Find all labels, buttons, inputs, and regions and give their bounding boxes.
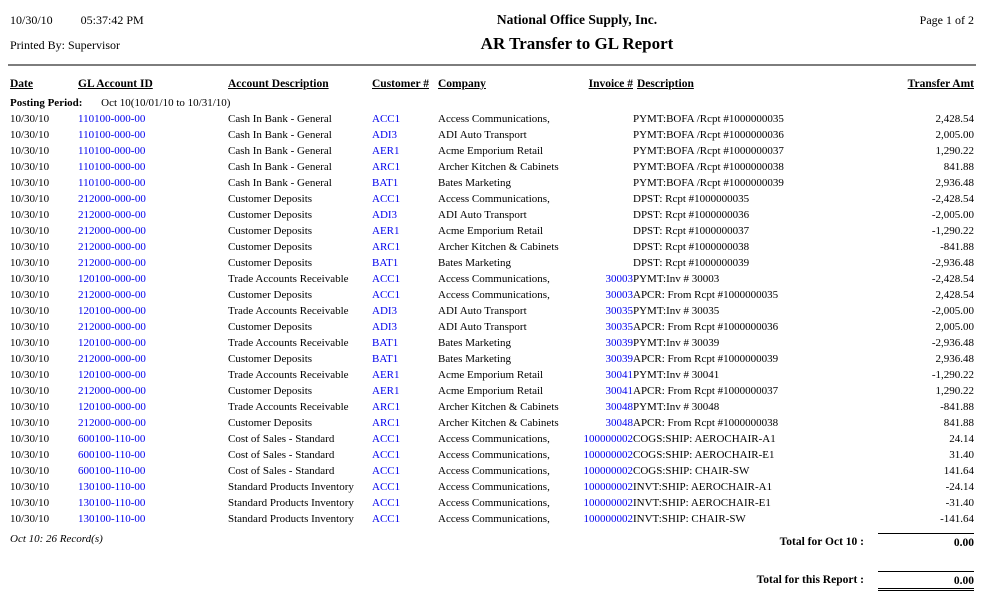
cell-transfer-amt: -141.64 [940, 513, 974, 525]
cell-customer-number[interactable]: ACC1 [372, 113, 401, 125]
print-datetime [10, 13, 300, 28]
cell-company: Bates Marketing [438, 337, 512, 349]
cell-transfer-amt: -841.88 [940, 401, 974, 413]
cell-account-description: Customer Deposits [228, 209, 313, 221]
cell-gl-account-id[interactable]: 212000-000-00 [78, 241, 146, 253]
cell-company: Archer Kitchen & Cabinets [438, 417, 559, 429]
cell-transfer-amt: 24.14 [949, 433, 974, 445]
report-total-row [10, 571, 974, 591]
cell-company: Access Communications, [438, 273, 550, 285]
table-row [10, 415, 974, 431]
cell-invoice-number[interactable] [580, 127, 633, 143]
cell-date: 10/30/10 [10, 193, 50, 205]
cell-transfer-amt: 1,290.22 [935, 145, 974, 157]
cell-transfer-amt: 2,005.00 [935, 321, 974, 333]
cell-company: Acme Emporium Retail [438, 385, 544, 397]
table-row [10, 111, 974, 127]
cell-gl-account-id[interactable]: 212000-000-00 [78, 321, 146, 333]
cell-transfer-amt: 1,290.22 [935, 385, 974, 397]
cell-invoice-number[interactable]: 100000002 [583, 497, 633, 509]
cell-customer-number[interactable]: ACC1 [372, 433, 401, 445]
table-row [10, 255, 974, 271]
table-row [10, 207, 974, 223]
table-row [10, 495, 974, 511]
cell-company: Access Communications, [438, 289, 550, 301]
cell-date: 10/30/10 [10, 513, 50, 525]
cell-company: Acme Emporium Retail [438, 145, 544, 157]
cell-company: ADI Auto Transport [438, 305, 527, 317]
cell-customer-number[interactable]: ARC1 [372, 241, 401, 253]
cell-gl-account-id[interactable]: 120100-000-00 [78, 337, 146, 349]
table-header-row [10, 78, 974, 96]
cell-transfer-amt: -2,936.48 [931, 337, 974, 349]
cell-account-description: Trade Accounts Receivable [228, 369, 349, 381]
cell-date: 10/30/10 [10, 305, 50, 317]
posting-period-label: Posting Period: [10, 97, 83, 109]
cell-account-description: Cost of Sales - Standard [228, 449, 335, 461]
print-time: 05:37:42 PM [80, 13, 144, 27]
col-header-gl-account-id: GL Account ID [78, 78, 153, 90]
cell-description: COGS:SHIP: AEROCHAIR-E1 [633, 449, 775, 461]
company-name: National Office Supply, Inc. [496, 12, 658, 27]
cell-account-description: Customer Deposits [228, 353, 313, 365]
cell-invoice-number[interactable]: 30048 [605, 401, 633, 413]
cell-gl-account-id[interactable]: 120100-000-00 [78, 369, 146, 381]
cell-company: Bates Marketing [438, 353, 512, 365]
cell-customer-number[interactable]: BAT1 [372, 337, 399, 349]
cell-transfer-amt: -1,290.22 [931, 369, 974, 381]
cell-account-description: Customer Deposits [228, 241, 313, 253]
cell-invoice-number[interactable] [580, 111, 633, 127]
cell-date: 10/30/10 [10, 417, 50, 429]
cell-invoice-number[interactable]: 30003 [605, 289, 633, 301]
cell-gl-account-id[interactable]: 130100-110-00 [78, 497, 146, 509]
table-row [10, 431, 974, 447]
table-row [10, 319, 974, 335]
table-row [10, 303, 974, 319]
table-body [10, 96, 974, 527]
table-row [10, 479, 974, 495]
cell-invoice-number[interactable]: 100000002 [583, 465, 633, 477]
cell-gl-account-id[interactable]: 120100-000-00 [78, 305, 146, 317]
cell-account-description: Cash In Bank - General [228, 161, 332, 173]
cell-description: PYMT:BOFA /Rcpt #1000000038 [633, 161, 784, 173]
cell-invoice-number[interactable]: 100000002 [583, 433, 633, 445]
cell-company: Access Communications, [438, 449, 550, 461]
cell-transfer-amt: -24.14 [945, 481, 974, 493]
table-row [10, 447, 974, 463]
cell-description: INVT:SHIP: CHAIR-SW [633, 513, 746, 525]
cell-company: Archer Kitchen & Cabinets [438, 161, 559, 173]
report-total-group [757, 571, 974, 591]
col-header-description: Description [637, 78, 694, 90]
cell-invoice-number[interactable] [580, 191, 633, 207]
table-row [10, 191, 974, 207]
cell-invoice-number[interactable]: 100000002 [583, 513, 633, 525]
cell-date: 10/30/10 [10, 433, 50, 445]
period-total-value: 0.00 [878, 533, 974, 549]
cell-invoice-number[interactable] [580, 207, 633, 223]
cell-date: 10/30/10 [10, 401, 50, 413]
cell-customer-number[interactable]: BAT1 [372, 353, 399, 365]
cell-gl-account-id[interactable]: 130100-110-00 [78, 481, 146, 493]
cell-invoice-number[interactable] [580, 223, 633, 239]
cell-gl-account-id[interactable]: 110100-000-00 [78, 113, 146, 125]
col-header-account-description: Account Description [228, 78, 329, 90]
cell-company: ADI Auto Transport [438, 321, 527, 333]
cell-customer-number[interactable]: ACC1 [372, 289, 401, 301]
cell-invoice-number[interactable]: 30035 [605, 305, 633, 317]
col-header-customer: Customer # [372, 78, 429, 90]
cell-account-description: Cash In Bank - General [228, 129, 332, 141]
cell-customer-number[interactable]: AER1 [372, 385, 400, 397]
cell-account-description: Standard Products Inventory [228, 481, 354, 493]
cell-customer-number[interactable]: AER1 [372, 369, 400, 381]
cell-date: 10/30/10 [10, 321, 50, 333]
col-header-company: Company [438, 78, 486, 90]
cell-description: PYMT:Inv # 30039 [633, 337, 720, 349]
cell-transfer-amt: 2,936.48 [935, 177, 974, 189]
cell-account-description: Cash In Bank - General [228, 145, 332, 157]
cell-account-description: Customer Deposits [228, 385, 313, 397]
cell-date: 10/30/10 [10, 481, 50, 493]
posting-period-value: Oct 10(10/01/10 to 10/31/10) [101, 97, 231, 109]
col-header-transfer-amt: Transfer Amt [907, 78, 974, 90]
table-row [10, 127, 974, 143]
cell-gl-account-id[interactable]: 600100-110-00 [78, 433, 146, 445]
cell-invoice-number[interactable]: 30048 [605, 417, 633, 429]
header-divider [8, 64, 976, 66]
cell-company: Access Communications, [438, 193, 550, 205]
cell-gl-account-id[interactable]: 212000-000-00 [78, 225, 146, 237]
cell-company: Access Communications, [438, 113, 550, 125]
cell-invoice-number[interactable]: 30035 [605, 321, 633, 333]
cell-description: APCR: From Rcpt #1000000036 [633, 321, 779, 333]
cell-customer-number[interactable]: AER1 [372, 145, 400, 157]
cell-account-description: Standard Products Inventory [228, 513, 354, 525]
cell-invoice-number[interactable] [580, 159, 633, 175]
cell-invoice-number[interactable]: 30041 [605, 369, 633, 381]
cell-account-description: Standard Products Inventory [228, 497, 354, 509]
cell-description: PYMT:Inv # 30003 [633, 273, 720, 285]
cell-customer-number[interactable]: BAT1 [372, 177, 399, 189]
cell-account-description: Cost of Sales - Standard [228, 465, 335, 477]
cell-transfer-amt: -2,428.54 [931, 193, 974, 205]
table-row [10, 143, 974, 159]
table-row [10, 367, 974, 383]
cell-transfer-amt: -2,005.00 [931, 209, 974, 221]
cell-gl-account-id[interactable]: 212000-000-00 [78, 353, 146, 365]
cell-account-description: Customer Deposits [228, 321, 313, 333]
cell-transfer-amt: 2,428.54 [935, 113, 974, 125]
cell-account-description: Trade Accounts Receivable [228, 305, 349, 317]
cell-invoice-number[interactable]: 30003 [605, 273, 633, 285]
cell-customer-number[interactable]: ARC1 [372, 401, 401, 413]
cell-gl-account-id[interactable]: 212000-000-00 [78, 257, 146, 269]
table-row [10, 351, 974, 367]
cell-company: Access Communications, [438, 481, 550, 493]
cell-account-description: Customer Deposits [228, 225, 313, 237]
cell-invoice-number[interactable] [580, 143, 633, 159]
cell-customer-number[interactable]: AER1 [372, 225, 400, 237]
cell-account-description: Customer Deposits [228, 289, 313, 301]
cell-customer-number[interactable]: ADI3 [372, 321, 398, 333]
report-header-row2 [10, 34, 974, 54]
cell-date: 10/30/10 [10, 257, 50, 269]
cell-customer-number[interactable]: BAT1 [372, 257, 399, 269]
cell-account-description: Customer Deposits [228, 257, 313, 269]
cell-description: DPST: Rcpt #1000000036 [633, 209, 750, 221]
cell-company: Access Communications, [438, 465, 550, 477]
cell-company: Bates Marketing [438, 257, 512, 269]
cell-description: APCR: From Rcpt #1000000037 [633, 385, 779, 397]
cell-invoice-number[interactable] [580, 255, 633, 271]
cell-description: APCR: From Rcpt #1000000039 [633, 353, 779, 365]
cell-invoice-number[interactable]: 30039 [605, 353, 633, 365]
posting-period-row [10, 96, 974, 111]
cell-description: DPST: Rcpt #1000000039 [633, 257, 750, 269]
period-total-label: Total for Oct 10 : [779, 536, 864, 548]
cell-transfer-amt: -841.88 [940, 241, 974, 253]
cell-customer-number[interactable]: ACC1 [372, 497, 401, 509]
cell-company: Acme Emporium Retail [438, 369, 544, 381]
cell-customer-number[interactable]: ACC1 [372, 273, 401, 285]
cell-date: 10/30/10 [10, 177, 50, 189]
cell-company: Access Communications, [438, 513, 550, 525]
table-row [10, 511, 974, 527]
table-row [10, 239, 974, 255]
cell-gl-account-id[interactable]: 212000-000-00 [78, 417, 146, 429]
report-total-value: 0.00 [878, 571, 974, 591]
cell-account-description: Customer Deposits [228, 193, 313, 205]
cell-description: PYMT:Inv # 30048 [633, 401, 720, 413]
cell-date: 10/30/10 [10, 145, 50, 157]
cell-company: Archer Kitchen & Cabinets [438, 401, 559, 413]
cell-transfer-amt: 2,005.00 [935, 129, 974, 141]
table-row [10, 175, 974, 191]
cell-description: PYMT:BOFA /Rcpt #1000000039 [633, 177, 784, 189]
cell-description: COGS:SHIP: AEROCHAIR-A1 [633, 433, 776, 445]
cell-description: PYMT:BOFA /Rcpt #1000000035 [633, 113, 784, 125]
cell-date: 10/30/10 [10, 161, 50, 173]
cell-gl-account-id[interactable]: 120100-000-00 [78, 273, 146, 285]
table-row [10, 463, 974, 479]
cell-company: ADI Auto Transport [438, 129, 527, 141]
cell-description: PYMT:BOFA /Rcpt #1000000037 [633, 145, 784, 157]
cell-description: APCR: From Rcpt #1000000038 [633, 417, 779, 429]
report-title: AR Transfer to GL Report [480, 34, 674, 53]
cell-description: DPST: Rcpt #1000000037 [633, 225, 750, 237]
cell-customer-number[interactable]: ACC1 [372, 449, 401, 461]
cell-gl-account-id[interactable]: 130100-110-00 [78, 513, 146, 525]
cell-account-description: Trade Accounts Receivable [228, 401, 349, 413]
cell-company: Access Communications, [438, 433, 550, 445]
cell-date: 10/30/10 [10, 337, 50, 349]
cell-date: 10/30/10 [10, 369, 50, 381]
cell-account-description: Cash In Bank - General [228, 177, 332, 189]
cell-account-description: Cost of Sales - Standard [228, 433, 335, 445]
table-row [10, 287, 974, 303]
cell-account-description: Cash In Bank - General [228, 113, 332, 125]
table-row [10, 383, 974, 399]
cell-invoice-number[interactable] [580, 175, 633, 191]
cell-customer-number[interactable]: ACC1 [372, 513, 401, 525]
cell-date: 10/30/10 [10, 209, 50, 221]
cell-company: Access Communications, [438, 497, 550, 509]
cell-invoice-number[interactable]: 30041 [605, 385, 633, 397]
cell-account-description: Trade Accounts Receivable [228, 337, 349, 349]
cell-date: 10/30/10 [10, 497, 50, 509]
cell-invoice-number[interactable]: 100000002 [583, 449, 633, 461]
cell-date: 10/30/10 [10, 129, 50, 141]
table-row [10, 271, 974, 287]
cell-customer-number[interactable]: ADI3 [372, 305, 398, 317]
cell-description: APCR: From Rcpt #1000000035 [633, 289, 779, 301]
cell-date: 10/30/10 [10, 353, 50, 365]
cell-date: 10/30/10 [10, 225, 50, 237]
cell-gl-account-id[interactable]: 212000-000-00 [78, 209, 146, 221]
cell-date: 10/30/10 [10, 385, 50, 397]
cell-transfer-amt: -31.40 [945, 497, 974, 509]
cell-transfer-amt: 841.88 [943, 161, 974, 173]
cell-invoice-number[interactable]: 30039 [605, 337, 633, 349]
report-header-row1 [10, 12, 974, 28]
cell-gl-account-id[interactable]: 600100-110-00 [78, 449, 146, 461]
cell-customer-number[interactable]: ACC1 [372, 481, 401, 493]
cell-gl-account-id[interactable]: 212000-000-00 [78, 193, 146, 205]
cell-date: 10/30/10 [10, 273, 50, 285]
cell-customer-number[interactable]: ACC1 [372, 465, 401, 477]
cell-description: PYMT:Inv # 30041 [633, 369, 720, 381]
cell-description: PYMT:Inv # 30035 [633, 305, 720, 317]
cell-date: 10/30/10 [10, 241, 50, 253]
cell-company: Bates Marketing [438, 177, 512, 189]
period-footer [10, 533, 974, 549]
cell-description: COGS:SHIP: CHAIR-SW [633, 465, 750, 477]
cell-gl-account-id[interactable]: 120100-000-00 [78, 401, 146, 413]
table-row [10, 159, 974, 175]
period-total-group [780, 533, 974, 549]
cell-company: Acme Emporium Retail [438, 225, 544, 237]
col-header-date: Date [10, 78, 33, 90]
cell-date: 10/30/10 [10, 113, 50, 125]
col-header-invoice: Invoice # [588, 78, 633, 90]
cell-transfer-amt: 2,936.48 [935, 353, 974, 365]
cell-customer-number[interactable]: ACC1 [372, 193, 401, 205]
cell-description: DPST: Rcpt #1000000038 [633, 241, 750, 253]
cell-gl-account-id[interactable]: 110100-000-00 [78, 161, 146, 173]
cell-customer-number[interactable]: ARC1 [372, 161, 401, 173]
cell-transfer-amt: 31.40 [949, 449, 974, 461]
printed-by: Printed By: Supervisor [10, 38, 120, 52]
cell-customer-number[interactable]: ADI3 [372, 129, 398, 141]
cell-date: 10/30/10 [10, 465, 50, 477]
report-total-label: Total for this Report : [756, 574, 864, 586]
table-row [10, 335, 974, 351]
cell-transfer-amt: -2,936.48 [931, 257, 974, 269]
cell-transfer-amt: -1,290.22 [931, 225, 974, 237]
cell-date: 10/30/10 [10, 449, 50, 461]
page-number: Page 1 of 2 [919, 13, 974, 27]
cell-description: INVT:SHIP: AEROCHAIR-E1 [633, 497, 771, 509]
cell-customer-number[interactable]: ARC1 [372, 417, 401, 429]
cell-transfer-amt: 841.88 [943, 417, 974, 429]
transfer-table [10, 78, 974, 527]
cell-description: DPST: Rcpt #1000000035 [633, 193, 750, 205]
table-row [10, 399, 974, 415]
print-date: 10/30/10 [10, 13, 53, 27]
cell-transfer-amt: 141.64 [943, 465, 974, 477]
cell-gl-account-id[interactable]: 212000-000-00 [78, 289, 146, 301]
cell-gl-account-id[interactable]: 600100-110-00 [78, 465, 146, 477]
cell-gl-account-id[interactable]: 110100-000-00 [78, 145, 146, 157]
cell-transfer-amt: 2,428.54 [935, 289, 974, 301]
cell-transfer-amt: -2,005.00 [931, 305, 974, 317]
cell-transfer-amt: -2,428.54 [931, 273, 974, 285]
cell-company: Archer Kitchen & Cabinets [438, 241, 559, 253]
table-row [10, 223, 974, 239]
cell-gl-account-id[interactable]: 110100-000-00 [78, 177, 146, 189]
cell-account-description: Customer Deposits [228, 417, 313, 429]
cell-gl-account-id[interactable]: 212000-000-00 [78, 385, 146, 397]
cell-company: ADI Auto Transport [438, 209, 527, 221]
cell-gl-account-id[interactable]: 110100-000-00 [78, 129, 146, 141]
cell-date: 10/30/10 [10, 289, 50, 301]
cell-invoice-number[interactable] [580, 239, 633, 255]
cell-description: PYMT:BOFA /Rcpt #1000000036 [633, 129, 784, 141]
cell-customer-number[interactable]: ADI3 [372, 209, 398, 221]
cell-account-description: Trade Accounts Receivable [228, 273, 349, 285]
record-count: Oct 10: 26 Record(s) [10, 533, 103, 545]
cell-invoice-number[interactable]: 100000002 [583, 481, 633, 493]
cell-description: INVT:SHIP: AEROCHAIR-A1 [633, 481, 773, 493]
